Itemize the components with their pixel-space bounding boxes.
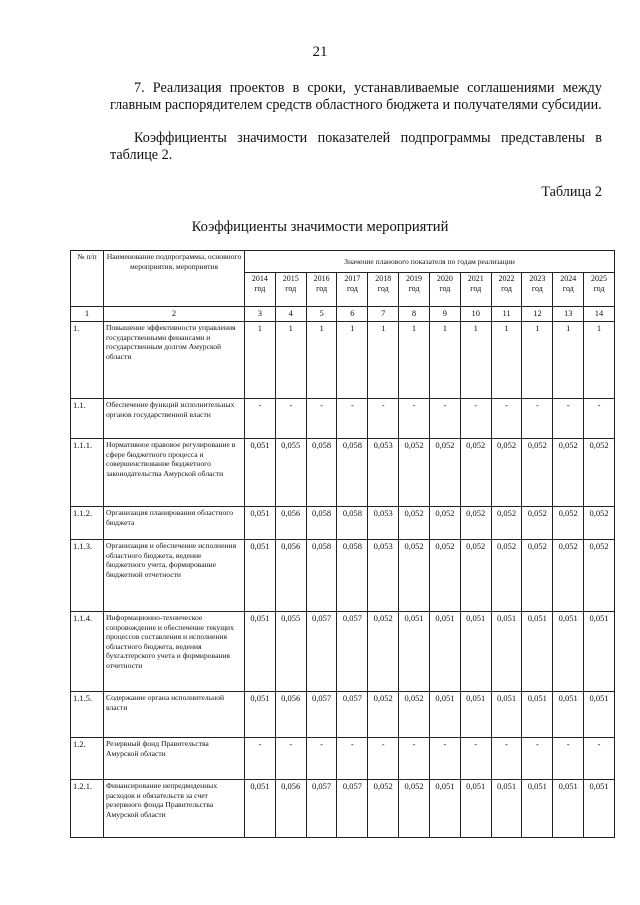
row-value: - xyxy=(429,399,460,439)
row-value: 0,057 xyxy=(306,612,337,692)
row-value: 0,057 xyxy=(337,780,368,838)
row-value: 0,056 xyxy=(275,780,306,838)
row-value: 0,052 xyxy=(460,507,491,540)
row-value: 0,058 xyxy=(306,540,337,612)
row-name: Организация и обеспечение исполнения областного бюджета, ведение бюджетного учета, формирование бюджетной отчетности xyxy=(104,540,245,612)
row-value: 0,051 xyxy=(245,439,276,507)
row-value: 0,051 xyxy=(522,780,553,838)
row-name: Обеспечение функций исполнительных органов государственной власти xyxy=(104,399,245,439)
row-value: 0,051 xyxy=(584,692,615,738)
row-value: - xyxy=(245,738,276,780)
row-value: 0,053 xyxy=(368,439,399,507)
row-value: 0,052 xyxy=(522,507,553,540)
row-value: 0,052 xyxy=(491,540,522,612)
row-value: - xyxy=(522,738,553,780)
header-year: 2014 год xyxy=(245,273,276,307)
row-value: 0,052 xyxy=(584,507,615,540)
row-value: 0,051 xyxy=(491,692,522,738)
table-row xyxy=(71,540,615,612)
row-value: - xyxy=(275,738,306,780)
row-value: 0,056 xyxy=(275,692,306,738)
row-number: 1. xyxy=(71,322,104,399)
row-value: 0,051 xyxy=(553,612,584,692)
row-value: 1 xyxy=(584,322,615,399)
header-year: 2017 год xyxy=(337,273,368,307)
row-value: - xyxy=(337,738,368,780)
row-value: 0,052 xyxy=(584,540,615,612)
row-number: 1.2. xyxy=(71,738,104,780)
row-value: 0,051 xyxy=(429,612,460,692)
row-value: - xyxy=(337,399,368,439)
table-title: Коэффициенты значимости мероприятий xyxy=(191,219,449,235)
row-value: 0,052 xyxy=(368,780,399,838)
row-name: Финансирование непредвиденных расходов и обязательств за счет резервного фонда Правительства Амурской области xyxy=(104,780,245,838)
header-num: № п/п xyxy=(71,251,104,307)
row-value: 1 xyxy=(337,322,368,399)
row-number: 1.2.1. xyxy=(71,780,104,838)
row-value: 0,051 xyxy=(584,612,615,692)
row-value: 0,058 xyxy=(306,439,337,507)
table-row xyxy=(71,439,615,507)
row-value: 0,058 xyxy=(306,507,337,540)
row-value: 0,057 xyxy=(337,692,368,738)
row-value: 0,051 xyxy=(553,692,584,738)
row-value: 0,051 xyxy=(245,780,276,838)
table-row xyxy=(71,399,615,439)
table-row xyxy=(71,780,615,838)
row-value: 0,055 xyxy=(275,439,306,507)
column-number: 13 xyxy=(553,307,584,322)
column-number: 7 xyxy=(368,307,399,322)
header-year: 2015 год xyxy=(275,273,306,307)
table-row xyxy=(71,738,615,780)
row-value: 0,051 xyxy=(460,780,491,838)
row-number: 1.1.1. xyxy=(71,439,104,507)
header-year: 2018 год xyxy=(368,273,399,307)
row-value: 0,052 xyxy=(368,692,399,738)
row-value: 0,051 xyxy=(584,780,615,838)
row-value: 1 xyxy=(429,322,460,399)
row-value: 0,056 xyxy=(275,507,306,540)
row-value: 0,051 xyxy=(429,692,460,738)
row-value: 0,052 xyxy=(460,439,491,507)
row-value: 0,051 xyxy=(553,780,584,838)
row-value: 0,051 xyxy=(245,612,276,692)
table-row xyxy=(71,322,615,399)
header-year: 2019 год xyxy=(399,273,430,307)
row-value: 0,051 xyxy=(491,780,522,838)
row-value: 1 xyxy=(491,322,522,399)
row-value: 0,051 xyxy=(245,540,276,612)
row-value: 0,051 xyxy=(491,612,522,692)
row-value: - xyxy=(522,399,553,439)
column-number: 9 xyxy=(429,307,460,322)
row-number: 1.1. xyxy=(71,399,104,439)
row-value: - xyxy=(368,738,399,780)
row-value: - xyxy=(306,738,337,780)
row-value: - xyxy=(460,399,491,439)
row-value: 0,052 xyxy=(429,439,460,507)
column-number: 4 xyxy=(275,307,306,322)
column-number: 11 xyxy=(491,307,522,322)
row-value: 0,052 xyxy=(399,507,430,540)
row-value: - xyxy=(245,399,276,439)
row-value: 0,058 xyxy=(337,540,368,612)
row-number: 1.1.4. xyxy=(71,612,104,692)
page-number: 21 xyxy=(312,44,328,60)
row-value: 0,055 xyxy=(275,612,306,692)
row-value: - xyxy=(491,738,522,780)
column-number: 12 xyxy=(522,307,553,322)
row-value: 0,051 xyxy=(245,692,276,738)
row-value: 1 xyxy=(522,322,553,399)
row-name: Нормативное правовое регулирование в сфере бюджетного процесса и совершенствование бюджетного законодательства Амурской области xyxy=(104,439,245,507)
column-number: 5 xyxy=(306,307,337,322)
row-value: 0,052 xyxy=(368,612,399,692)
row-value: - xyxy=(275,399,306,439)
column-number: 14 xyxy=(584,307,615,322)
header-year: 2025 год xyxy=(584,273,615,307)
row-value: - xyxy=(306,399,337,439)
header-year: 2023 год xyxy=(522,273,553,307)
column-number: 8 xyxy=(399,307,430,322)
row-value: 0,052 xyxy=(522,540,553,612)
row-value: 0,058 xyxy=(337,507,368,540)
header-year: 2022 год xyxy=(491,273,522,307)
row-value: 0,052 xyxy=(522,439,553,507)
row-value: 0,052 xyxy=(429,540,460,612)
table-header xyxy=(71,251,615,322)
header-year: 2016 год xyxy=(306,273,337,307)
row-value: 0,051 xyxy=(522,612,553,692)
row-value: 1 xyxy=(553,322,584,399)
row-value: - xyxy=(399,399,430,439)
row-value: - xyxy=(584,738,615,780)
row-number: 1.1.2. xyxy=(71,507,104,540)
column-number: 3 xyxy=(245,307,276,322)
row-value: 0,058 xyxy=(337,439,368,507)
row-value: - xyxy=(553,399,584,439)
paragraph-1: 7. Реализация проектов в сроки, устанавливаемые соглашениями между главным распорядителем средств областного бюджета и получателями субсидии. xyxy=(110,80,602,113)
row-value: 0,051 xyxy=(522,692,553,738)
row-value: - xyxy=(491,399,522,439)
paragraph-2: Коэффициенты значимости показателей подпрограммы представлены в таблице 2. xyxy=(110,130,602,163)
row-value: 1 xyxy=(399,322,430,399)
row-value: 0,052 xyxy=(553,507,584,540)
row-name: Резервный фонд Правительства Амурской области xyxy=(104,738,245,780)
row-value: 1 xyxy=(306,322,337,399)
row-value: - xyxy=(429,738,460,780)
column-number: 10 xyxy=(460,307,491,322)
table-body xyxy=(71,322,615,838)
row-value: 0,051 xyxy=(460,612,491,692)
row-name: Организация планирования областного бюджета xyxy=(104,507,245,540)
coefficients-table xyxy=(70,250,615,838)
table-row xyxy=(71,692,615,738)
row-number: 1.1.5. xyxy=(71,692,104,738)
row-value: 0,051 xyxy=(399,612,430,692)
row-value: - xyxy=(584,399,615,439)
row-value: 0,057 xyxy=(337,612,368,692)
row-value: - xyxy=(368,399,399,439)
row-value: 0,052 xyxy=(399,780,430,838)
table-label: Таблица 2 xyxy=(541,184,602,200)
row-value: 0,051 xyxy=(245,507,276,540)
row-value: 0,052 xyxy=(553,540,584,612)
row-value: 0,052 xyxy=(491,439,522,507)
row-value: 0,052 xyxy=(399,540,430,612)
row-value: 0,052 xyxy=(491,507,522,540)
header-year: 2021 год xyxy=(460,273,491,307)
row-value: - xyxy=(460,738,491,780)
row-value: 0,051 xyxy=(460,692,491,738)
row-value: - xyxy=(553,738,584,780)
column-number: 6 xyxy=(337,307,368,322)
row-value: 0,053 xyxy=(368,540,399,612)
row-value: 0,052 xyxy=(584,439,615,507)
table-row xyxy=(71,612,615,692)
row-value: 0,053 xyxy=(368,507,399,540)
header-year: 2024 год xyxy=(553,273,584,307)
row-value: 0,052 xyxy=(399,439,430,507)
row-name: Содержание органа исполнительной власти xyxy=(104,692,245,738)
row-value: 0,052 xyxy=(399,692,430,738)
row-value: 0,052 xyxy=(460,540,491,612)
row-value: 0,052 xyxy=(553,439,584,507)
row-value: 0,056 xyxy=(275,540,306,612)
column-number: 2 xyxy=(104,307,245,322)
header-values-group: Значение планового показателя по годам реализации xyxy=(245,251,615,273)
table-row xyxy=(71,507,615,540)
row-value: 0,057 xyxy=(306,692,337,738)
row-value: 1 xyxy=(275,322,306,399)
row-name: Повышение эффективности управления государственными финансами и государственным долгом Амурской области xyxy=(104,322,245,399)
column-number: 1 xyxy=(71,307,104,322)
row-value: 0,051 xyxy=(429,780,460,838)
header-year: 2020 год xyxy=(429,273,460,307)
row-value: 1 xyxy=(368,322,399,399)
row-value: 1 xyxy=(245,322,276,399)
row-name: Информационно-техническое сопровождение и обеспечение текущих процессов составления и исполнения областного бюджета, ведения бухгалтерского учета и формирования отчетности xyxy=(104,612,245,692)
row-number: 1.1.3. xyxy=(71,540,104,612)
header-name: Наименование подпрограммы, основного мероприятия, мероприятия xyxy=(104,251,245,307)
row-value: - xyxy=(399,738,430,780)
row-value: 1 xyxy=(460,322,491,399)
row-value: 0,057 xyxy=(306,780,337,838)
row-value: 0,052 xyxy=(429,507,460,540)
